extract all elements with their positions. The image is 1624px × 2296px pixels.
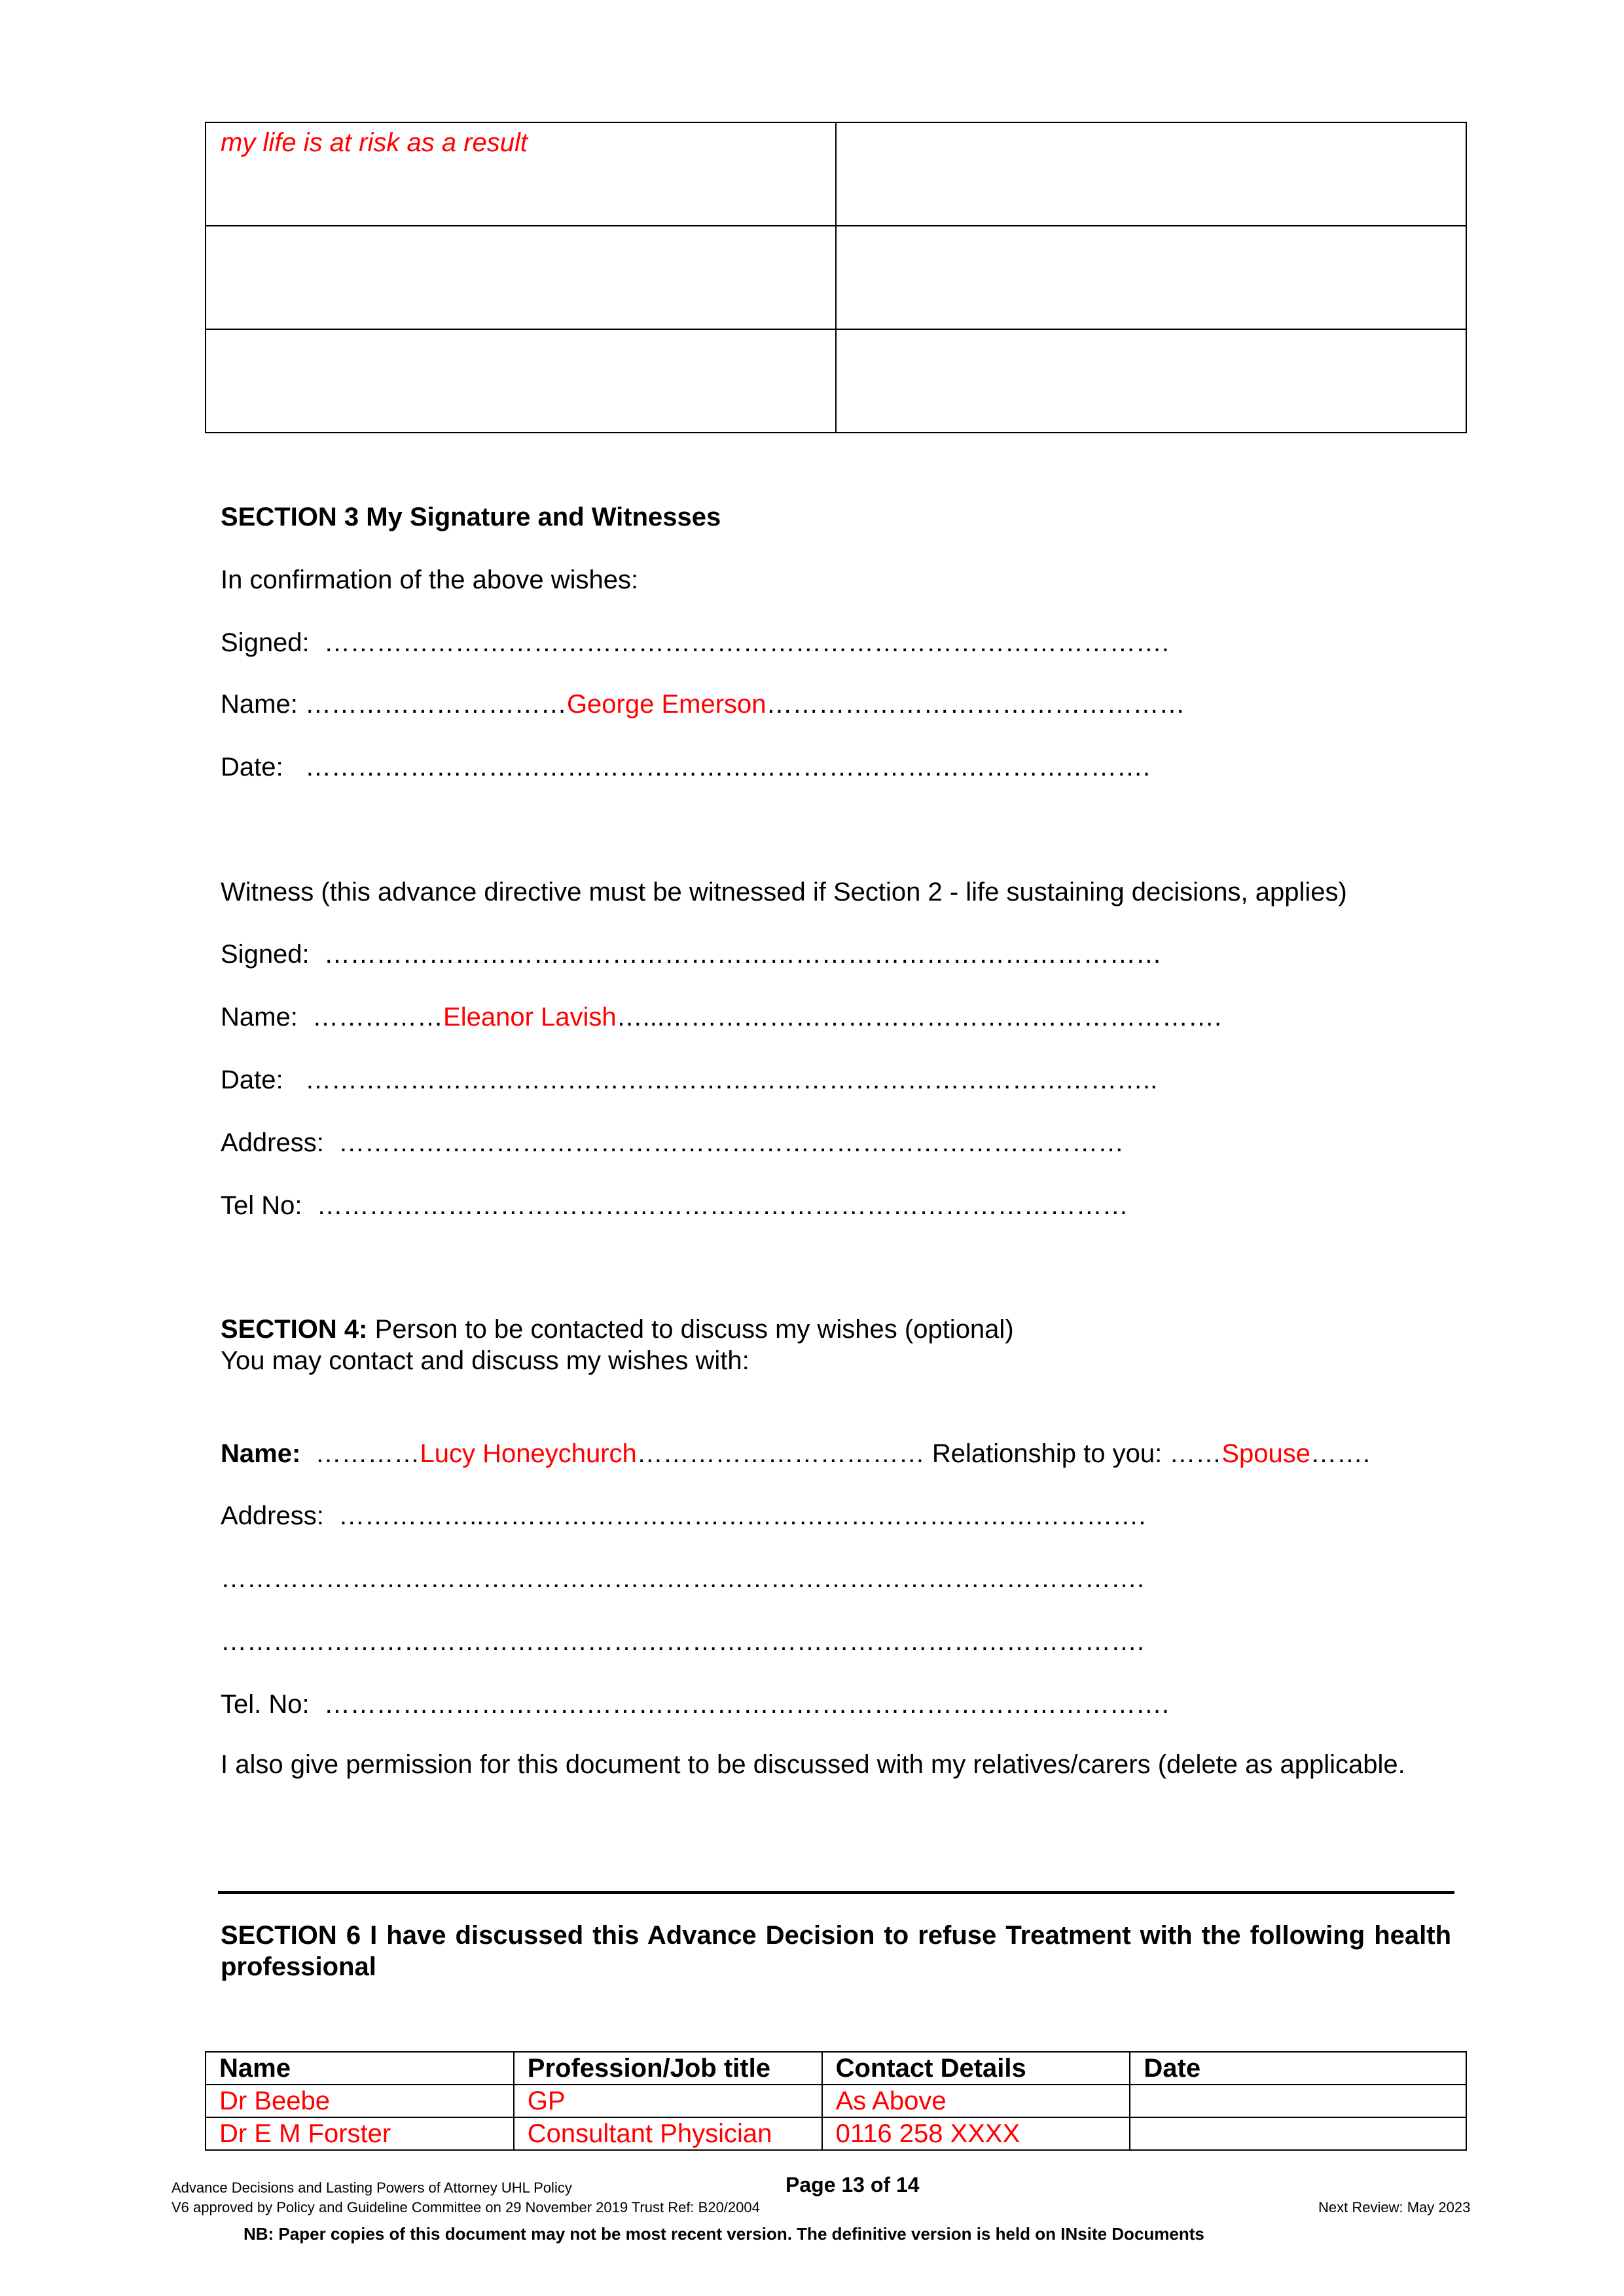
table-cell[interactable] [1130, 2117, 1466, 2150]
table-cell [206, 329, 836, 433]
section4-address-line-3[interactable]: ……………………………………………………………………………………………. [221, 1627, 1145, 1656]
section3-heading: SECTION 3 My Signature and Witnesses [221, 503, 721, 531]
section4-subheading: You may contact and discuss my wishes with: [221, 1346, 749, 1375]
section-divider [218, 1891, 1454, 1894]
tel-field[interactable]: ………………………………………………………………………………… [302, 1191, 1128, 1220]
table-row [206, 2117, 1466, 2150]
section4-tel-line [221, 1690, 1169, 1719]
table-cell [836, 122, 1466, 226]
name-dots: …...………………………………………………………. [616, 1003, 1222, 1031]
name-value[interactable]: George Emerson [566, 690, 767, 719]
witness-heading: Witness (this advance directive must be witnessed if Section 2 - life sustaining decisions, applies) [221, 878, 1347, 906]
tel-field[interactable]: ……………………………………………………………………………………. [309, 1690, 1169, 1719]
address-label: Address: [221, 1128, 324, 1157]
witness-name-line [221, 1003, 1221, 1032]
contact-name-value[interactable]: Lucy Honeychurch [420, 1439, 637, 1468]
witness-date-line [221, 1066, 1157, 1095]
table-cell [836, 329, 1466, 433]
section6-heading: SECTION 6 I have discussed this Advance Decision to refuse Treatment with the following health professional [221, 1921, 1451, 1981]
permission-paragraph: I also give permission for this document to be discussed with my relatives/carers (delete as applicable. [221, 1750, 1405, 1779]
name-value[interactable]: Eleanor Lavish [443, 1003, 617, 1031]
footer-policy-title: Advance Decisions and Lasting Powers of Attorney UHL Policy [171, 2179, 572, 2196]
footer-next-review: Next Review: May 2023 [1318, 2199, 1471, 2215]
table-cell[interactable]: Dr E M Forster [206, 2117, 514, 2150]
date-label: Date: [221, 1066, 283, 1094]
footer-page-number: Page 13 of 14 [785, 2173, 920, 2197]
footer-approval-line: V6 approved by Policy and Guideline Committee on 29 November 2019 Trust Ref: B20/2004 [171, 2199, 760, 2215]
table-row [206, 226, 1466, 329]
table-row [206, 2085, 1466, 2117]
relationship-value[interactable]: Spouse [1221, 1439, 1311, 1468]
table-cell[interactable]: Dr Beebe [206, 2085, 514, 2117]
signed-label: Signed: [221, 940, 310, 969]
table-cell[interactable]: GP [514, 2085, 822, 2117]
section4-name-line [221, 1439, 1370, 1469]
witness-tel-line [221, 1191, 1128, 1221]
witness-signed-line [221, 940, 1162, 969]
name-label: Name: [221, 1003, 298, 1031]
column-header-date: Date [1130, 2052, 1466, 2085]
section4-address-line-2[interactable]: ……………………………………………………………………………………………. [221, 1564, 1145, 1593]
section3-name-line [221, 690, 1185, 719]
section3-intro: In confirmation of the above wishes: [221, 565, 639, 594]
witness-address-line [221, 1128, 1124, 1158]
tel-label: Tel. No: [221, 1690, 310, 1719]
column-header-profession: Profession/Job title [514, 2052, 822, 2085]
date-field[interactable]: ……………………………………………………………………………………. [283, 753, 1151, 781]
section3-signed-line [221, 628, 1169, 658]
name-dots: ………………………………………… [766, 690, 1185, 719]
table-header-row [206, 2052, 1466, 2085]
table-cell [206, 226, 836, 329]
signed-field[interactable]: ……………………………………………………………………………………. [309, 628, 1170, 657]
table-row [206, 329, 1466, 433]
tel-label: Tel No: [221, 1191, 302, 1220]
name-dots: ………………………… [297, 690, 567, 719]
health-professional-table [205, 2051, 1467, 2151]
address-field[interactable]: ……………..…………………………………………………………………. [323, 1501, 1146, 1530]
section3-date-line [221, 753, 1150, 782]
table-cell[interactable]: As Above [822, 2085, 1130, 2117]
section4-address-line [221, 1501, 1146, 1531]
address-field[interactable]: ……………………………………………………………………………… [323, 1128, 1125, 1157]
section4-heading [221, 1315, 1014, 1344]
relationship-label: …………………………… Relationship to you: …… [636, 1439, 1222, 1468]
signed-label: Signed: [221, 628, 310, 657]
table-cell[interactable]: 0116 258 XXXX [822, 2117, 1130, 2150]
relationship-dots: ……. [1310, 1439, 1371, 1468]
table-row [206, 122, 1466, 226]
address-label: Address: [221, 1501, 324, 1530]
footer-nb-notice: NB: Paper copies of this document may not be most recent version. The definitive version is held on INsite Documents [244, 2224, 1204, 2244]
table-cell: my life is at risk as a result [206, 122, 836, 226]
section4-heading-text: Person to be contacted to discuss my wishes (optional) [367, 1315, 1014, 1344]
name-label: Name: [221, 1439, 301, 1468]
table-cell[interactable]: Consultant Physician [514, 2117, 822, 2150]
column-header-name: Name [206, 2052, 514, 2085]
date-field[interactable]: …………………………………………………………………………………….. [283, 1066, 1158, 1094]
signed-field[interactable]: …………………………………………………………………………………… [309, 940, 1162, 969]
name-label: Name: [221, 690, 298, 719]
name-dots: …………… [297, 1003, 444, 1031]
wishes-table [205, 122, 1467, 433]
section4-heading-label: SECTION 4: [221, 1315, 368, 1344]
name-dots: ………… [300, 1439, 420, 1468]
date-label: Date: [221, 753, 283, 781]
table-cell [836, 226, 1466, 329]
table-cell[interactable] [1130, 2085, 1466, 2117]
column-header-contact: Contact Details [822, 2052, 1130, 2085]
